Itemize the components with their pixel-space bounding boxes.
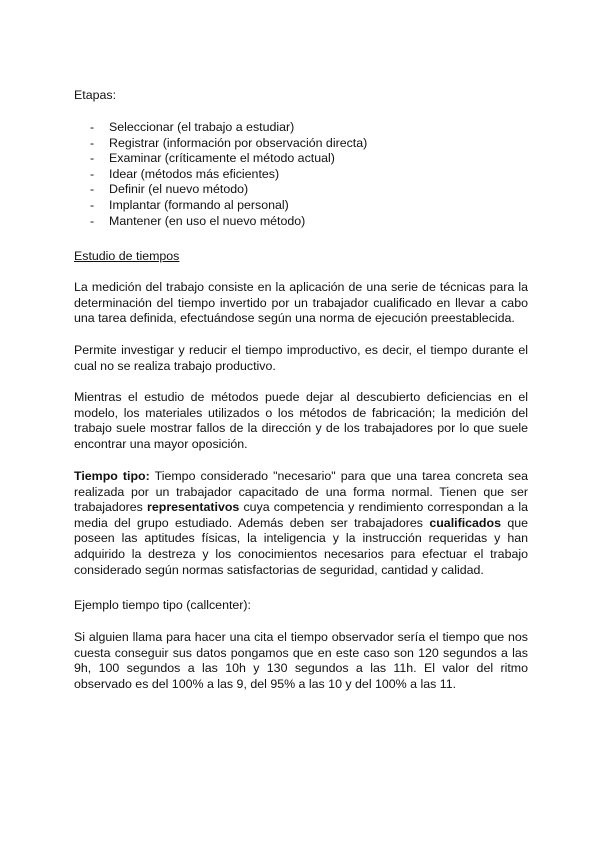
dash-bullet: - <box>90 166 95 181</box>
section-title: Estudio de tiempos <box>74 249 180 263</box>
list-item <box>74 198 514 214</box>
bold-representativos: representativos <box>147 500 240 515</box>
list-item <box>74 120 514 136</box>
dash-bullet: - <box>90 197 95 212</box>
term-tiempo-tipo: Tiempo tipo: <box>74 469 150 483</box>
step-label: Implantar (formando al personal) <box>109 197 289 212</box>
steps-list <box>74 120 514 229</box>
list-item <box>74 151 514 167</box>
step-label: Idear (métodos más eficientes) <box>109 166 280 181</box>
text-segment: cuya competencia y rendimiento correspondan a la media del grupo estudiado. Además deben ser trabajadores <box>74 500 528 530</box>
list-item <box>74 214 514 230</box>
dash-bullet: - <box>90 135 95 150</box>
step-label: Registrar (información por observación directa) <box>109 135 368 150</box>
list-item <box>74 167 514 183</box>
etapas-heading: Etapas: <box>74 88 117 102</box>
list-item <box>74 182 514 198</box>
paragraph-tiempo-tipo <box>74 469 528 578</box>
paragraph-metodos: Mientras el estudio de métodos puede dejar al descubierto deficiencias en el modelo, los materiales utilizados o los métodos de fabricación; la medición del trabajo suele mostrar fallos de la dirección y de los trabajadores por lo que suele encontrar una mayor oposición. <box>74 390 528 451</box>
paragraph-ejemplo: Si alguien llama para hacer una cita el tiempo observador sería el tiempo que nos cuesta conseguir sus datos pongamos que en este caso son 120 segundos a las 9h, 100 segundos a las 10h y 130 segundos a las 11h. El valor del ritmo observado es del 100% a las 9, del 95% a las 10 y del 100% a las 11. <box>74 630 528 691</box>
step-label: Seleccionar (el trabajo a estudiar) <box>109 120 295 134</box>
dash-bullet: - <box>90 182 95 197</box>
step-label: Definir (el nuevo método) <box>109 182 249 197</box>
dash-bullet: - <box>90 213 95 228</box>
step-label: Examinar (críticamente el método actual) <box>109 151 335 166</box>
list-item <box>74 136 514 152</box>
dash-bullet: - <box>90 151 95 166</box>
step-label: Mantener (en uso el nuevo método) <box>109 213 306 228</box>
paragraph-medicion: La medición del trabajo consiste en la aplicación de una serie de técnicas para la determinación del tiempo invertido por un trabajador cualificado en llevar a cabo una tarea definida, efectuándose según una norma de ejecución preestablecida. <box>74 280 528 326</box>
example-title: Ejemplo tiempo tipo (callcenter): <box>74 598 251 612</box>
text-segment: Tiempo considerado "necesario" para que una tarea concreta sea realizada por un trabajador capacitado de una forma normal. Tienen que ser trabajadores <box>74 469 528 515</box>
text-segment: que poseen las aptitudes físicas, la inteligencia y la instrucción requeridas y han adquirido la destreza y los conocimientos necesarios para efectuar el trabajo considerado según normas satisfactorias de seguridad, cantidad y calidad. <box>74 515 528 577</box>
dash-bullet: - <box>90 120 95 134</box>
paragraph-investigar: Permite investigar y reducir el tiempo improductivo, es decir, el tiempo durante el cual no se realiza trabajo productivo. <box>74 343 528 373</box>
bold-cualificados: cualificados <box>429 515 501 530</box>
